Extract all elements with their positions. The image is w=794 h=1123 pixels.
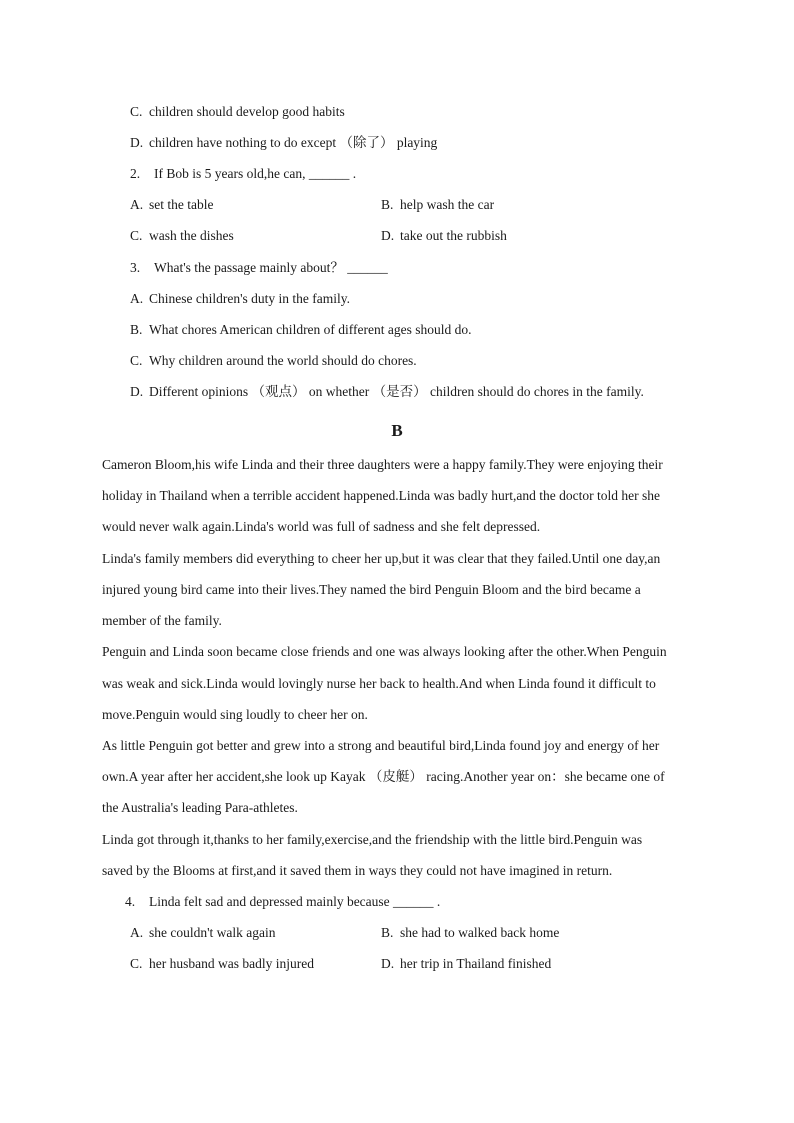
option-letter: C. (130, 956, 143, 971)
passage-line: saved by the Blooms at first,and it saved them in ways they could not have imagined in return. (102, 863, 613, 878)
option-letter: C. (130, 228, 143, 243)
option-text: she couldn't walk again (149, 925, 276, 940)
passage-line: move.Penguin would sing loudly to cheer her on. (102, 707, 368, 722)
question-text: Linda felt sad and depressed mainly because ______ . (149, 894, 441, 909)
question-number: 4. (125, 894, 136, 909)
option-letter: D. (130, 135, 144, 150)
passage-line: member of the family. (102, 613, 222, 628)
option-text: she had to walked back home (400, 925, 560, 940)
section-title: B (391, 421, 403, 440)
option-letter: C. (130, 104, 143, 119)
passage-line: own.A year after her accident,she look up Kayak （皮艇） racing.Another year on：she became one of (102, 769, 665, 784)
q3-option-d (130, 382, 644, 402)
passage-line: holiday in Thailand when a terrible accident happened.Linda was badly hurt,and the doctor told her she (102, 488, 660, 503)
q4-stem (125, 892, 440, 912)
passage-line: Penguin and Linda soon became close friends and one was always looking after the other.When Penguin (102, 644, 667, 659)
option-letter: D. (381, 228, 395, 243)
option-text: Chinese children's duty in the family. (149, 291, 351, 306)
option-text: set the table (149, 197, 214, 212)
question-text: What's the passage mainly about？ ______ (154, 260, 388, 275)
option-letter: A. (130, 925, 144, 940)
q1-option-d (130, 133, 437, 153)
passage-line: Linda got through it,thanks to her family,exercise,and the friendship with the little bird.Penguin was (102, 832, 643, 847)
q4-option-b (381, 923, 559, 943)
q1-option-c (130, 102, 345, 122)
q2-option-d (381, 226, 507, 246)
option-text: What chores American children of different ages should do. (149, 322, 472, 337)
passage-line: the Australia's leading Para-athletes. (102, 800, 298, 815)
q3-option-b (130, 320, 472, 340)
q4-option-a (130, 923, 276, 943)
passage-line: injured young bird came into their lives.They named the bird Penguin Bloom and the bird became a (102, 582, 641, 597)
option-letter: B. (381, 925, 394, 940)
option-letter: B. (130, 322, 143, 337)
passage-line: Cameron Bloom,his wife Linda and their three daughters were a happy family.They were enjoying their (102, 457, 663, 472)
passage-line: was weak and sick.Linda would lovingly nurse her back to health.And when Linda found it difficult to (102, 676, 656, 691)
option-letter: A. (130, 291, 144, 306)
q2-option-a (130, 195, 213, 215)
q4-option-c (130, 954, 314, 974)
passage-line: As little Penguin got better and grew into a strong and beautiful bird,Linda found joy and energy of her (102, 738, 660, 753)
option-letter: D. (130, 384, 144, 399)
q2-option-b (381, 195, 494, 215)
passage-line: would never walk again.Linda's world was full of sadness and she felt depressed. (102, 519, 541, 534)
option-letter: D. (381, 956, 395, 971)
option-text: help wash the car (400, 197, 495, 212)
question-number: 3. (130, 260, 141, 275)
option-text: wash the dishes (149, 228, 234, 243)
question-number: 2. (130, 166, 141, 181)
option-letter: C. (130, 353, 143, 368)
q4-option-d (381, 954, 551, 974)
option-text: Different opinions （观点） on whether （是否） children should do chores in the family. (149, 384, 644, 399)
option-text: her husband was badly injured (149, 956, 314, 971)
q3-option-c (130, 351, 417, 371)
option-letter: B. (381, 197, 394, 212)
option-text: children should develop good habits (149, 104, 345, 119)
q2-option-c (130, 226, 234, 246)
question-text: If Bob is 5 years old,he can, ______ . (154, 166, 357, 181)
q3-option-a (130, 289, 350, 309)
q3-stem (130, 258, 388, 278)
passage-line: Linda's family members did everything to cheer her up,but it was clear that they failed.Until one day,an (102, 551, 661, 566)
option-text: children have nothing to do except （除了） playing (149, 135, 438, 150)
option-text: her trip in Thailand finished (400, 956, 552, 971)
q2-stem (130, 164, 356, 184)
option-letter: A. (130, 197, 144, 212)
option-text: take out the rubbish (400, 228, 507, 243)
option-text: Why children around the world should do chores. (149, 353, 417, 368)
